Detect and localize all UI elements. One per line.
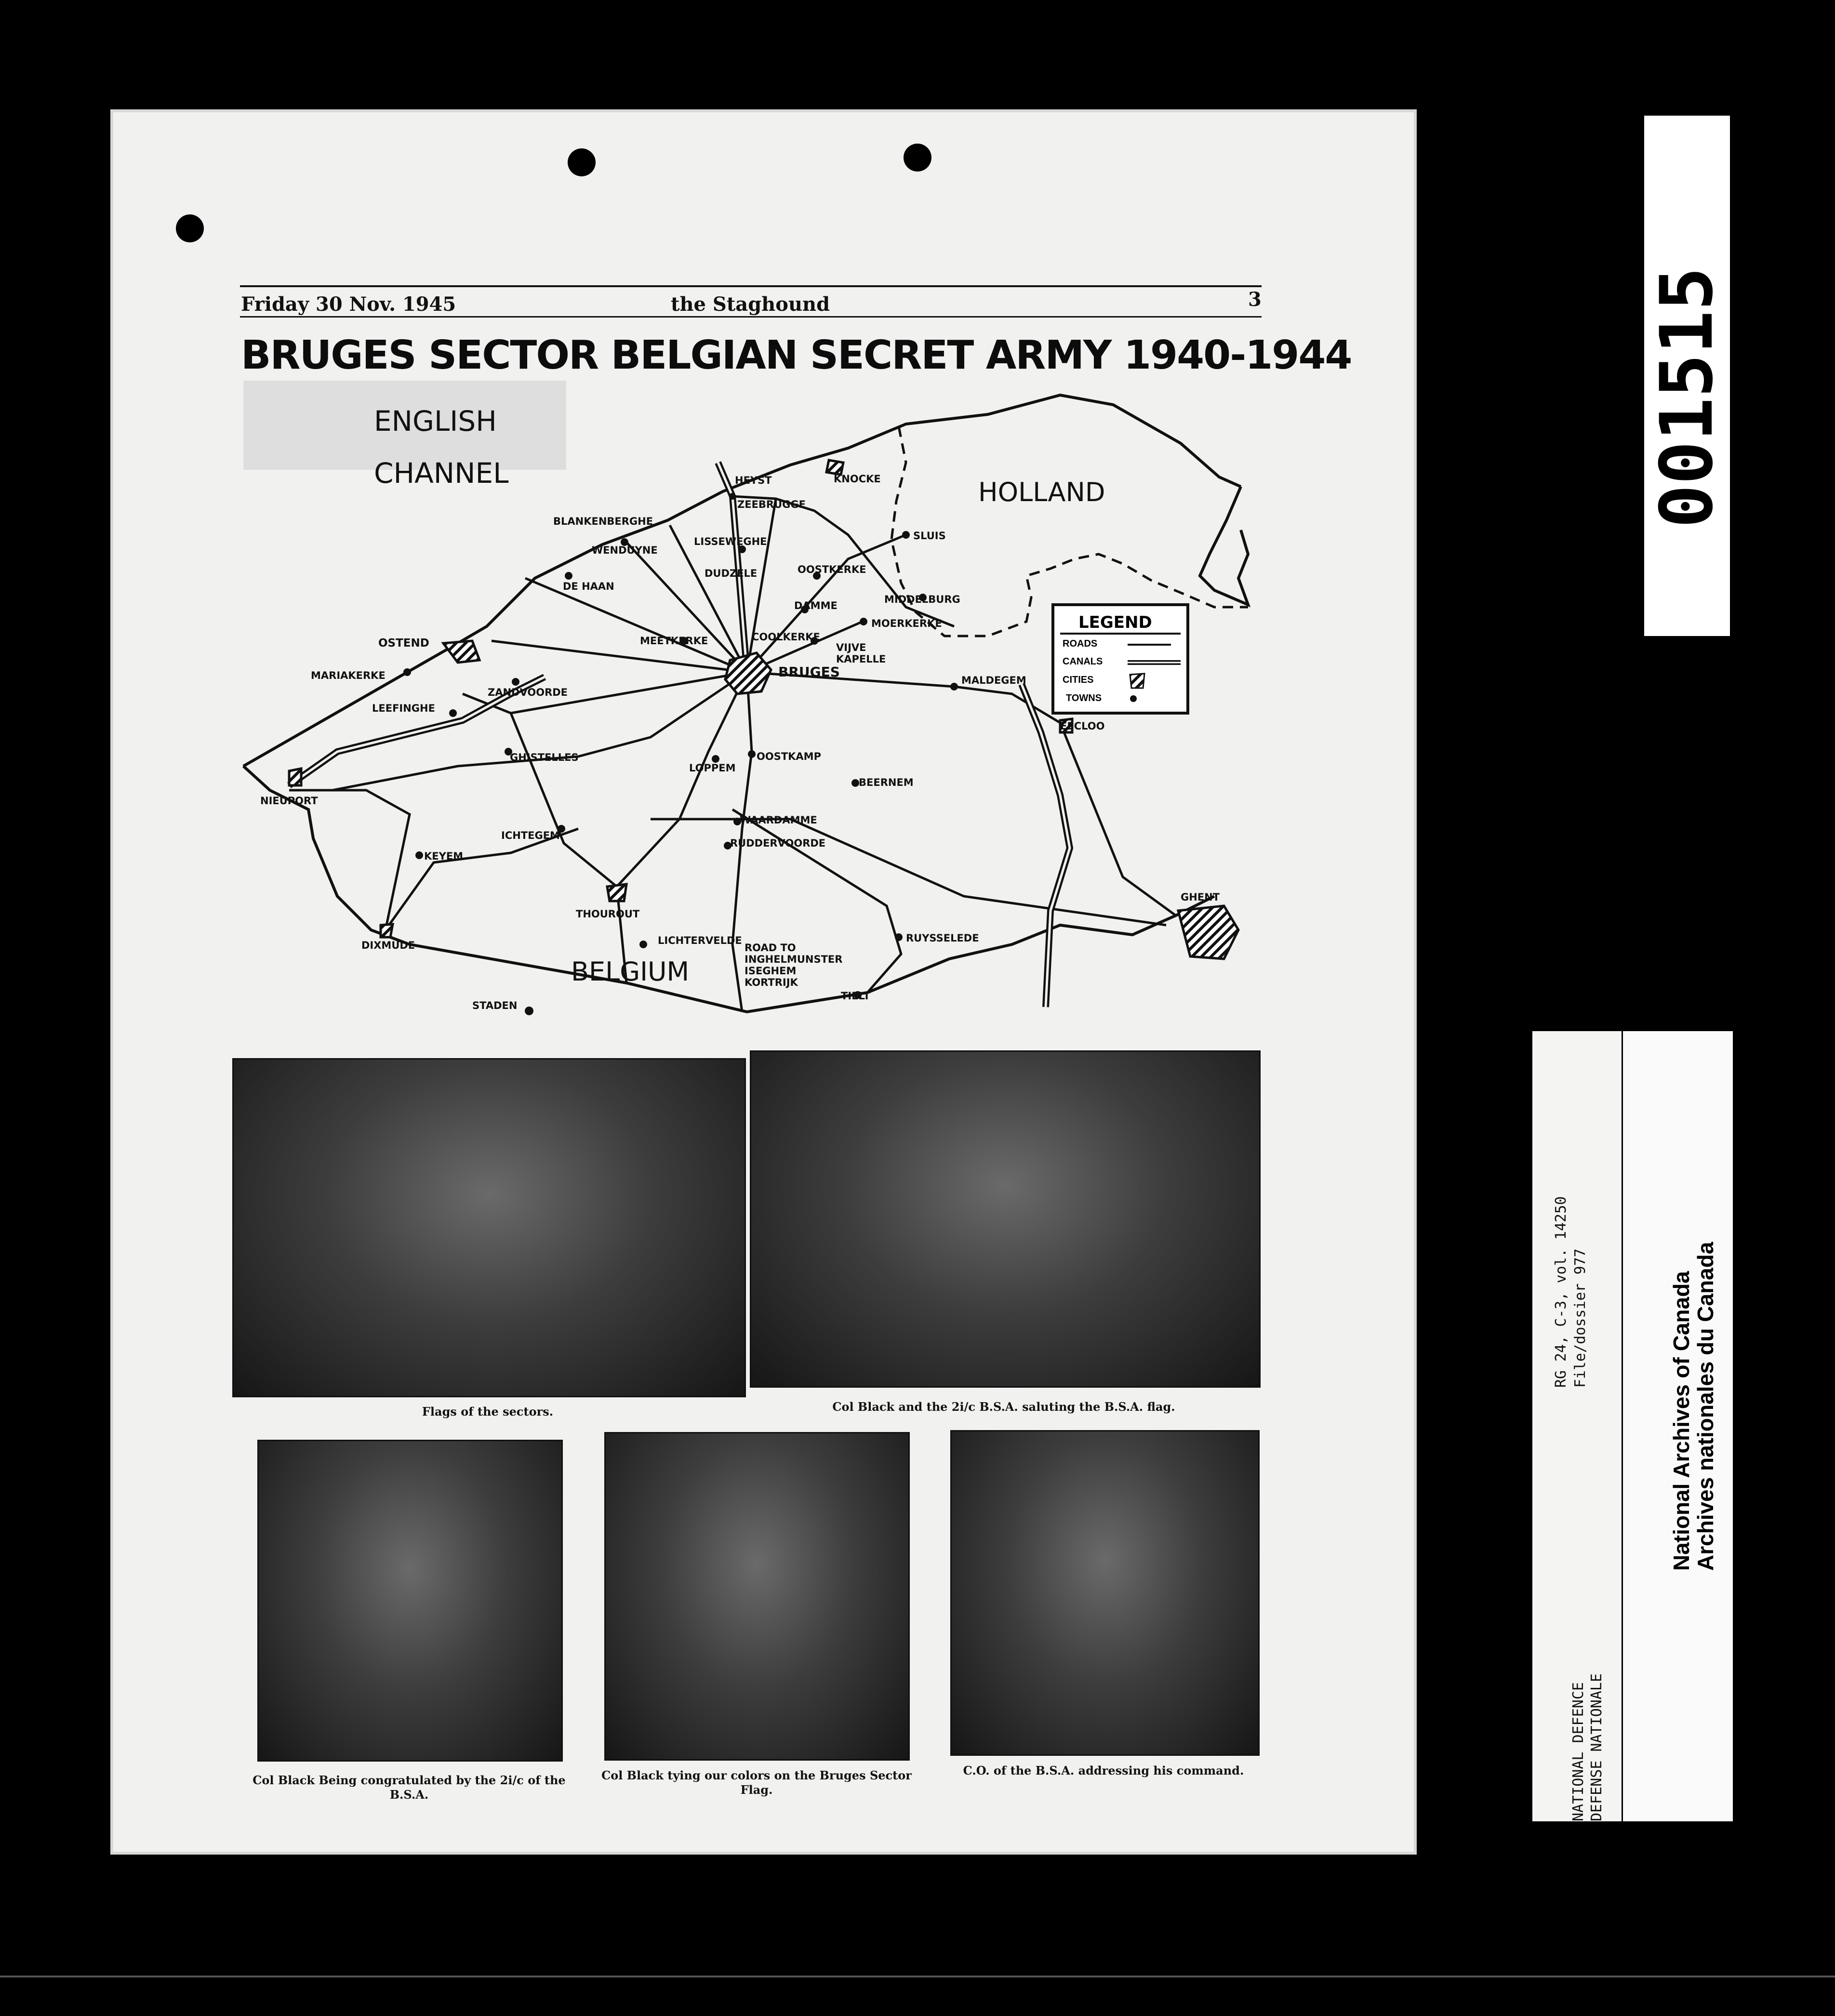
reel-number-strip <box>1644 116 1730 636</box>
archive-reference-line2: File/dossier 977 <box>1572 1248 1589 1388</box>
place-oostkamp: OOSTKAMP <box>757 751 821 762</box>
photo-co-addressing <box>950 1430 1260 1756</box>
place-eecloo: EECLOO <box>1060 720 1105 732</box>
archive-reference-line1: RG 24, C-3, vol. 14250 <box>1553 1196 1569 1388</box>
place-oostkerke: OOSTKERKE <box>798 564 866 575</box>
legend-title: LEGEND <box>1078 613 1152 632</box>
place-vijve-kapelle: VIJVE KAPELLE <box>836 642 886 665</box>
place-beernem: BEERNEM <box>859 777 914 788</box>
place-ghent: GHENT <box>1181 891 1220 903</box>
place-loppem: LOPPEM <box>689 762 736 774</box>
caption-saluting-flag: Col Black and the 2i/c B.S.A. saluting the B.S.A. flag. <box>832 1400 1175 1414</box>
place-knocke: KNOCKE <box>834 473 881 485</box>
road-to-label <box>745 942 842 988</box>
place-sluis: SLUIS <box>913 530 946 542</box>
place-ichtegem: ICHTEGEM <box>501 830 560 841</box>
city-dixmude <box>381 924 393 937</box>
place-ghistelles: GHISTELLES <box>510 752 579 763</box>
road-to-line3: ISEGHEM <box>745 965 797 977</box>
place-de-haan: DE HAAN <box>563 581 614 592</box>
reel-number: 001515 <box>1645 267 1729 528</box>
photo-congratulated <box>257 1440 563 1762</box>
archive-institution-fr: Archives nationales du Canada <box>1693 1242 1718 1571</box>
archive-dept-line2: DEFENSE NATIONALE <box>1588 1673 1605 1821</box>
photo-flags-of-sectors <box>232 1058 746 1397</box>
masthead-paper: the Staghound <box>671 293 830 316</box>
place-waardamme: WAARDAMME <box>740 814 817 826</box>
place-wenduyne: WENDUYNE <box>592 544 658 556</box>
place-moerkerke: MOERKERKE <box>871 618 942 629</box>
place-keyem: KEYEM <box>424 850 464 862</box>
caption-tying-colors: Col Black tying our colors on the Bruges Sector Flag. <box>601 1768 912 1797</box>
city-knocke <box>826 460 843 475</box>
place-meetkerke: MEETKERKE <box>640 635 708 647</box>
place-middelburg: MIDDELBURG <box>884 594 960 605</box>
photo-saluting-flag <box>750 1050 1261 1388</box>
city-ghent <box>1178 906 1238 959</box>
place-lisseweghe: LISSEWEGHE <box>694 536 767 547</box>
photo-tying-colors <box>604 1432 910 1761</box>
place-thielt: TIELT <box>841 990 870 1002</box>
place-dudzele: DUDZELE <box>705 568 758 579</box>
place-nieuport: NIEUPORT <box>260 795 318 807</box>
place-zeebrugge: ZEEBRUGGE <box>737 499 806 510</box>
place-coolkerke: COOLKERKE <box>752 631 820 643</box>
city-thourout <box>607 884 626 901</box>
place-ostend: OSTEND <box>378 637 429 650</box>
road-to-line1: ROAD TO <box>745 942 796 954</box>
film-edge-line <box>0 1976 1835 1977</box>
place-heyst: HEYST <box>735 475 772 486</box>
legend-town-swatch <box>1130 695 1137 702</box>
place-mariakerke: MARIAKERKE <box>311 670 386 681</box>
place-ruddervoorde: RUDDERVOORDE <box>730 837 826 849</box>
masthead-page: 3 <box>1248 288 1262 311</box>
sea-label-line1: ENGLISH <box>374 405 497 438</box>
place-staden: STADEN <box>472 1000 518 1011</box>
legend-towns-label: TOWNS <box>1066 693 1102 703</box>
page-title: BRUGES SECTOR BELGIAN SECRET ARMY 1940-1944 <box>241 332 1352 378</box>
legend-roads-label: ROADS <box>1063 638 1098 649</box>
place-dixmude: DIXMUDE <box>361 940 415 951</box>
belgium-label: BELGIUM <box>571 956 690 987</box>
city-nieuport <box>289 769 301 785</box>
caption-congratulated: Col Black Being congratulated by the 2i/c of the B.S.A. <box>253 1773 566 1802</box>
sea-label-line2: CHANNEL <box>374 457 509 490</box>
caption-flags-of-sectors: Flags of the sectors. <box>422 1405 554 1419</box>
holland-label: HOLLAND <box>978 477 1105 507</box>
place-bruges: BRUGES <box>778 664 840 680</box>
place-maldegem: MALDEGEM <box>961 675 1026 686</box>
place-lichtervelde: LICHTERVELDE <box>658 935 742 946</box>
place-blankenberghe: BLANKENBERGHE <box>553 516 653 527</box>
place-zandvoorde: ZANDVOORDE <box>488 687 568 698</box>
caption-co-addressing: C.O. of the B.S.A. addressing his command. <box>963 1764 1244 1777</box>
legend-city-swatch <box>1130 674 1144 688</box>
place-thourout: THOUROUT <box>576 908 640 920</box>
city-ostend <box>443 641 479 663</box>
place-leefinghe: LEEFINGHE <box>372 703 435 714</box>
place-ruysselede: RUYSSELEDE <box>906 932 979 944</box>
masthead-date: Friday 30 Nov. 1945 <box>241 293 456 316</box>
archive-institution-en: National Archives of Canada <box>1669 1271 1694 1571</box>
legend-cities-label: CITIES <box>1063 675 1094 685</box>
city-bruges <box>725 653 771 694</box>
place-damme: DAMME <box>794 600 838 611</box>
legend-canals-label: CANALS <box>1063 656 1103 667</box>
archive-dept-line1: NATIONAL DEFENCE <box>1570 1682 1587 1821</box>
road-to-line2: INGHELMUNSTER <box>745 954 843 965</box>
road-to-line4: KORTRIJK <box>745 977 798 988</box>
